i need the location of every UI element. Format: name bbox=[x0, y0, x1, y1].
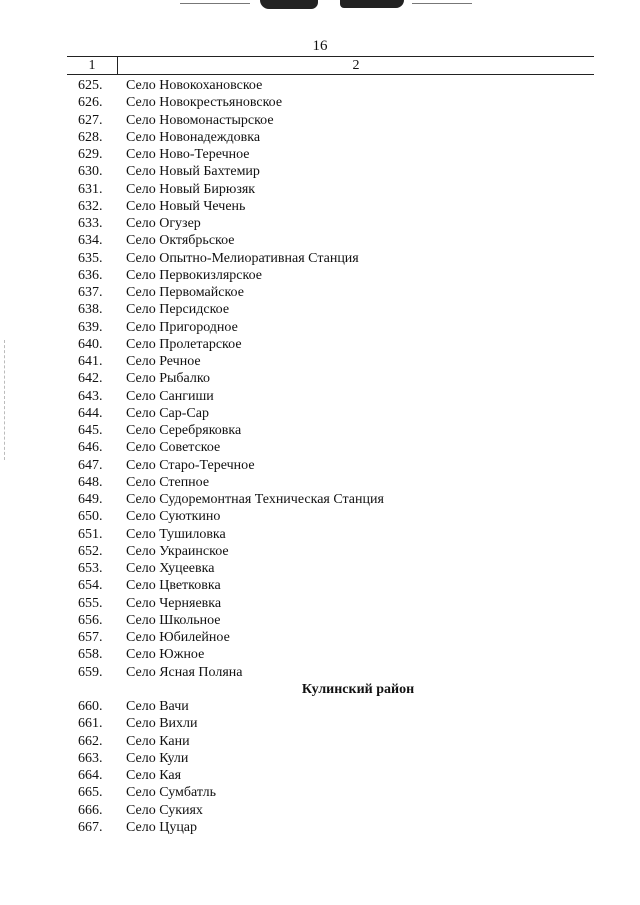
settlement-name: Село Персидское bbox=[126, 302, 230, 318]
row-number: 640. bbox=[78, 336, 103, 352]
row-number: 646. bbox=[78, 440, 103, 456]
table-row bbox=[0, 405, 640, 422]
row-number: 660. bbox=[78, 699, 103, 714]
settlement-name: Село Ново-Теречное bbox=[126, 147, 250, 162]
table-row bbox=[0, 767, 640, 784]
table-row bbox=[0, 370, 640, 387]
settlement-name: Село Серебряковка bbox=[126, 423, 242, 438]
table-row bbox=[0, 112, 640, 129]
row-number: 667. bbox=[78, 819, 103, 835]
settlement-name: Село Новомонастырское bbox=[126, 112, 274, 128]
table-row bbox=[0, 733, 640, 750]
scan-artifact bbox=[180, 0, 480, 10]
settlement-name: Село Цветковка bbox=[126, 578, 221, 594]
row-number: 664. bbox=[78, 768, 103, 783]
settlement-name: Село Вихли bbox=[126, 716, 198, 732]
table-row bbox=[0, 146, 640, 163]
row-number: 639. bbox=[78, 319, 103, 335]
settlement-name: Село Украинское bbox=[126, 543, 229, 559]
settlement-name: Село Сукиях bbox=[126, 802, 203, 818]
settlement-name: Село Хуцеевка bbox=[126, 561, 215, 576]
row-number: 647. bbox=[78, 457, 103, 473]
table-row bbox=[0, 301, 640, 318]
page-number: 16 bbox=[312, 38, 328, 54]
settlement-name: Село Степное bbox=[126, 474, 210, 490]
row-number: 644. bbox=[78, 405, 103, 421]
table-row bbox=[0, 250, 640, 267]
settlement-name: Село Юбилейное bbox=[126, 630, 230, 645]
settlement-name: Село Новый Бирюзяк bbox=[126, 181, 256, 197]
settlement-name: Село Кани bbox=[126, 733, 190, 749]
settlement-name: Село Цуцар bbox=[126, 819, 198, 835]
table-row bbox=[0, 422, 640, 439]
settlement-name: Село Новый Чечень bbox=[126, 198, 246, 214]
settlement-name: Село Советское bbox=[126, 440, 221, 456]
settlement-name: Село Сумбатль bbox=[126, 785, 216, 801]
row-number: 630. bbox=[78, 164, 103, 180]
section-heading: Кулинский район bbox=[301, 681, 415, 697]
table-row bbox=[0, 457, 640, 474]
settlement-name: Село Рыбалко bbox=[126, 371, 210, 387]
row-number: 629. bbox=[78, 147, 103, 162]
row-number: 635. bbox=[78, 250, 103, 266]
table-row bbox=[0, 646, 640, 663]
table-row bbox=[0, 353, 640, 370]
settlement-name: Село Первокизлярское bbox=[126, 267, 262, 283]
settlement-name: Село Пригородное bbox=[126, 319, 238, 335]
settlement-name: Село Опытно-Мелиоративная Станция bbox=[126, 250, 359, 266]
table-row bbox=[0, 439, 640, 456]
row-number: 645. bbox=[78, 423, 103, 438]
row-number: 637. bbox=[78, 285, 103, 300]
row-number: 642. bbox=[78, 371, 103, 387]
table-row bbox=[0, 215, 640, 232]
table-row bbox=[0, 612, 640, 629]
row-number: 632. bbox=[78, 198, 103, 214]
row-number: 661. bbox=[78, 716, 103, 732]
settlement-name: Село Южное bbox=[126, 647, 205, 663]
section-heading-row bbox=[0, 681, 640, 698]
settlement-name: Село Вачи bbox=[126, 699, 189, 714]
table-row bbox=[0, 319, 640, 336]
row-number: 643. bbox=[78, 388, 103, 404]
row-number: 652. bbox=[78, 543, 103, 559]
table-row bbox=[0, 664, 640, 681]
table-row bbox=[0, 698, 640, 715]
row-number: 636. bbox=[78, 267, 103, 283]
settlement-name: Село Черняевка bbox=[126, 595, 222, 611]
table-row bbox=[0, 474, 640, 491]
row-number: 627. bbox=[78, 112, 103, 128]
table-row bbox=[0, 198, 640, 215]
settlement-name: Село Новонадеждовка bbox=[126, 129, 261, 145]
row-number: 665. bbox=[78, 785, 103, 801]
table-row bbox=[0, 595, 640, 612]
row-number: 655. bbox=[78, 595, 103, 611]
row-number: 663. bbox=[78, 750, 103, 766]
settlement-name: Село Суюткино bbox=[126, 509, 221, 525]
table-row bbox=[0, 284, 640, 301]
table-row bbox=[0, 629, 640, 646]
settlement-name: Село Кая bbox=[126, 768, 182, 783]
row-number: 638. bbox=[78, 302, 103, 318]
table-row bbox=[0, 388, 640, 405]
row-number: 625. bbox=[78, 78, 103, 93]
row-number: 656. bbox=[78, 612, 103, 628]
row-number: 641. bbox=[78, 354, 103, 369]
row-number: 662. bbox=[78, 733, 103, 749]
settlement-name: Село Старо-Теречное bbox=[126, 457, 255, 473]
table-row bbox=[0, 77, 640, 94]
table-header-col2: 2 bbox=[352, 58, 360, 73]
row-number: 633. bbox=[78, 216, 103, 231]
settlement-name: Село Огузер bbox=[126, 216, 201, 231]
row-number: 666. bbox=[78, 802, 103, 818]
table-row bbox=[0, 491, 640, 508]
table-row bbox=[0, 560, 640, 577]
table-row bbox=[0, 336, 640, 353]
table-row bbox=[0, 750, 640, 767]
settlement-name: Село Новокрестьяновское bbox=[126, 95, 283, 111]
settlement-name: Село Пролетарское bbox=[126, 336, 242, 352]
settlement-name: Село Новый Бахтемир bbox=[126, 164, 260, 180]
row-number: 651. bbox=[78, 526, 103, 542]
settlement-name: Село Школьное bbox=[126, 612, 221, 628]
row-number: 657. bbox=[78, 630, 103, 645]
settlement-name: Село Речное bbox=[126, 354, 201, 369]
row-number: 626. bbox=[78, 95, 103, 111]
settlement-name: Село Новокохановское bbox=[126, 78, 263, 93]
table-row bbox=[0, 802, 640, 819]
row-number: 659. bbox=[78, 664, 103, 680]
settlement-name: Село Кули bbox=[126, 750, 189, 766]
table-row bbox=[0, 715, 640, 732]
table-row bbox=[0, 508, 640, 525]
settlement-name: Село Первомайское bbox=[126, 285, 244, 300]
row-number: 648. bbox=[78, 474, 103, 490]
table-row bbox=[0, 819, 640, 836]
settlement-name: Село Октябрьское bbox=[126, 233, 235, 249]
table-row bbox=[0, 577, 640, 594]
settlement-name: Село Сангиши bbox=[126, 388, 214, 404]
row-number: 650. bbox=[78, 509, 103, 525]
table-row bbox=[0, 94, 640, 111]
row-number: 654. bbox=[78, 578, 103, 594]
settlement-name: Село Сар-Сар bbox=[126, 405, 209, 421]
settlement-name: Село Тушиловка bbox=[126, 526, 226, 542]
table-header bbox=[67, 56, 594, 75]
row-number: 628. bbox=[78, 129, 103, 145]
table-row bbox=[0, 784, 640, 801]
table-row bbox=[0, 526, 640, 543]
table-row bbox=[0, 267, 640, 284]
row-number: 649. bbox=[78, 492, 103, 507]
table-row bbox=[0, 232, 640, 249]
table-row bbox=[0, 181, 640, 198]
table-row bbox=[0, 129, 640, 146]
table-row bbox=[0, 543, 640, 560]
row-number: 653. bbox=[78, 561, 103, 576]
row-number: 634. bbox=[78, 233, 103, 249]
settlement-list bbox=[0, 77, 640, 836]
settlement-name: Село Ясная Поляна bbox=[126, 664, 243, 680]
row-number: 631. bbox=[78, 181, 103, 197]
table-header-col1: 1 bbox=[67, 57, 118, 74]
row-number: 658. bbox=[78, 647, 103, 663]
settlement-name: Село Судоремонтная Техническая Станция bbox=[126, 492, 384, 507]
table-row bbox=[0, 163, 640, 180]
